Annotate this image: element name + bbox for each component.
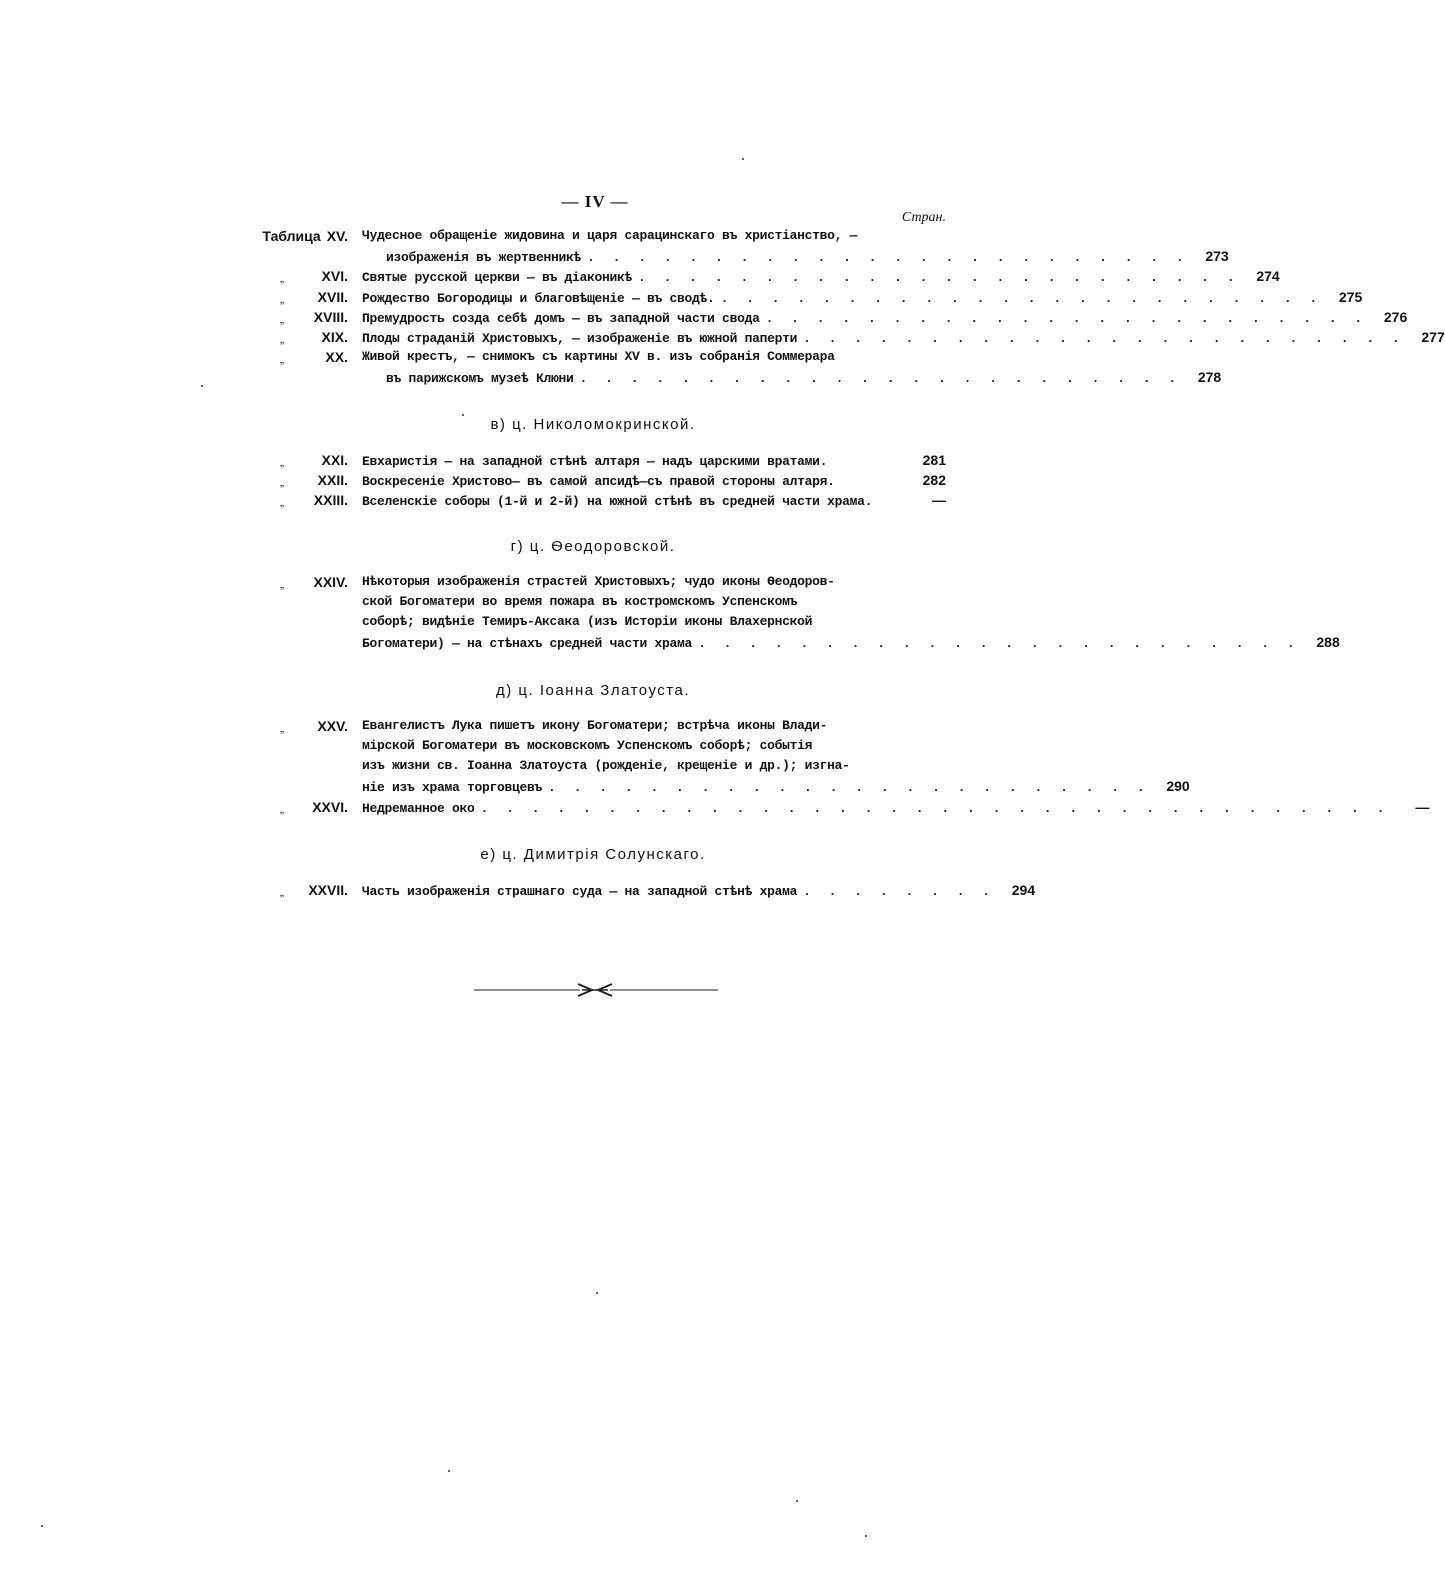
scan-speck (41, 1525, 43, 1527)
entry-text: соборѣ; видѣніе Темиръ-Аксака (изъ Исторіи иконы Влахернской (362, 614, 813, 629)
ditto-mark: „ (280, 885, 284, 899)
page-ref: 288 (1316, 634, 1340, 650)
page-ref: 290 (1166, 778, 1190, 794)
plate-label (240, 880, 348, 900)
entry-text: Евангелистъ Лука пишетъ икону Богоматери; встрѣча иконы Влади- (362, 718, 828, 733)
ditto-mark: „ (280, 721, 284, 735)
entry-text: изображенія въ жертвенникѣ (386, 250, 582, 265)
entry-text: въ парижскомъ музеѣ Клюни (386, 371, 574, 386)
entry-text: ской Богоматери во время пожара въ костромскомъ Успенскомъ (362, 594, 798, 609)
ditto-mark: „ (280, 577, 284, 591)
entry-text: Чудесное обращеніе жидовина и царя сарацинскаго въ христіанство, — (362, 228, 858, 243)
entry-text: Рождество Богородицы и благовѣщеніе — въ сводѣ. (362, 291, 715, 306)
plate-number: XVII. (317, 289, 348, 305)
entry-text: Живой крестъ, — снимокъ съ картины XV в. изъ собранія Соммерара (362, 349, 835, 364)
plate-number: XIX. (321, 329, 348, 345)
toc-entry (240, 572, 1340, 652)
leader-dots: . . . . . . . . . . . . . . . . . . . . . . . . (579, 371, 1182, 386)
plate-number: XXII. (317, 472, 348, 488)
scan-speck (462, 414, 464, 416)
plate-number: XX. (325, 349, 348, 365)
plate-number: XXIII. (313, 492, 348, 508)
leader-dots: . . . . . . . . . . . . . . . . . . . . . . . . . . . . . . . . . . . . (480, 801, 1390, 816)
ditto-mark: „ (280, 475, 284, 489)
section-heading: г) ц. Ѳеодоровской. (510, 538, 676, 555)
plate-label (240, 490, 348, 510)
plate-number: XV. (326, 228, 348, 244)
page-ref: 278 (1197, 369, 1222, 385)
ditto-mark: „ (280, 312, 284, 326)
ditto-mark: „ (280, 292, 284, 306)
page-ref: 274 (1256, 268, 1280, 284)
entry-text: Нѣкоторыя изображенія страстей Христовыхъ; чудо иконы Ѳеодоров- (362, 574, 835, 589)
scan-speck (796, 1500, 798, 1502)
ditto-mark: „ (280, 802, 284, 816)
toc-entry (240, 307, 1408, 327)
plate-number: XVIII. (313, 309, 348, 325)
leader-dots: . . . . . . . . . . . . . . . . . . . . . . . . (638, 270, 1240, 285)
page-ref: 281 (922, 452, 946, 468)
ditto-mark: „ (280, 455, 284, 469)
toc-entry (240, 490, 946, 510)
ornamental-divider (470, 980, 720, 1000)
entry-text: Евхаристія — на западной стѣнѣ алтаря — надъ царскими вратами. (362, 454, 828, 469)
toc-entry (240, 226, 1229, 266)
entry-text: Недреманное око (362, 801, 475, 816)
leader-dots: . . . . . . . . . . . . . . . . . . . . . . . . (720, 291, 1323, 306)
scan-speck (448, 1470, 450, 1472)
toc-entry (240, 450, 946, 470)
toc-entry (240, 470, 946, 490)
ditto-mark: „ (280, 352, 284, 366)
section-heading: е) ц. Димитрія Солунскаго. (480, 846, 706, 863)
scan-speck (201, 385, 203, 387)
plate-label (240, 307, 348, 327)
entry-text: Воскресеніе Христово— въ самой апсидѣ—съ правой стороны алтаря. (362, 474, 835, 489)
leader-dots: . . . . . . . . . . . . . . . . . . . . . . . . (587, 250, 1189, 265)
entry-text: Вселенскіе соборы (1-й и 2-й) на южной стѣнѣ въ средней части храма. (362, 494, 873, 509)
entry-text: ніе изъ храма торговцевъ (362, 780, 543, 795)
section-heading: д) ц. Іоанна Златоуста. (495, 682, 690, 699)
entry-text: мірской Богоматери въ московскомъ Успенскомъ соборѣ; событія (362, 738, 813, 753)
leader-dots: . . . . . . . . . . . . . . . . . . . . . . . . (548, 780, 1150, 795)
plate-label (240, 327, 348, 347)
entry-text: Часть изображенія страшнаго суда — на западной стѣнѣ храма (362, 884, 798, 899)
toc-entry (240, 287, 1363, 307)
plate-label (240, 287, 348, 307)
page-ref: — (932, 492, 946, 508)
page-number: — IV — (561, 192, 629, 211)
toc-entry (240, 880, 1036, 900)
ditto-mark: „ (280, 271, 284, 285)
plate-label (240, 572, 348, 592)
entry-text: Богоматери) — на стѣнахъ средней части храма (362, 636, 693, 651)
plate-number: XVI. (321, 268, 348, 284)
leader-dots: . . . . . . . . . . . . . . . . . . . . . . . . (698, 636, 1300, 651)
plate-label (240, 347, 348, 367)
plate-number: XXIV. (313, 574, 348, 590)
scan-speck (742, 158, 744, 160)
plate-label (240, 797, 348, 817)
page-ref: 273 (1205, 248, 1229, 264)
toc-entry (240, 797, 1430, 817)
ditto-mark: „ (280, 495, 284, 509)
page-column-header: Стран. (901, 210, 946, 225)
page-ref: 277 (1421, 329, 1445, 345)
scan-speck (865, 1535, 867, 1537)
plate-number: XXVI. (312, 799, 348, 815)
plate-label (240, 266, 348, 286)
table-word: Таблица (262, 228, 321, 244)
page-ref: 282 (922, 472, 946, 488)
page-ref: 294 (1011, 882, 1036, 898)
entry-text: Плоды страданій Христовыхъ, — изображеніе въ южной паперти (362, 331, 798, 346)
toc-entry (240, 266, 1280, 286)
plate-label (240, 450, 348, 470)
page-ref: — (1415, 799, 1430, 815)
leader-dots: . . . . . . . . . . . . . . . . . . . . . . . . (765, 311, 1368, 326)
entry-text: изъ жизни св. Іоанна Златоуста (рожденіе, крещеніе и др.); изгна- (362, 758, 850, 773)
entry-text: Премудрость созда себѣ домъ — въ западной части свода (362, 311, 760, 326)
leader-dots: . . . . . . . . (803, 884, 996, 899)
plate-label (240, 226, 348, 246)
toc-entry (240, 327, 1445, 347)
page-ref: 276 (1383, 309, 1408, 325)
ditto-mark: „ (280, 332, 284, 346)
section-heading: в) ц. Николомокринской. (490, 416, 696, 433)
plate-number: XXVII. (308, 882, 348, 898)
plate-label (240, 470, 348, 490)
page-ref: 275 (1338, 289, 1363, 305)
entry-text: Святые русской церкви — въ діаконикѣ (362, 270, 633, 285)
toc-entry (240, 347, 1222, 387)
plate-label (240, 716, 348, 736)
plate-number: XXI. (321, 452, 348, 468)
scan-speck (596, 1292, 598, 1294)
toc-entry (240, 716, 1190, 796)
plate-number: XXV. (317, 718, 348, 734)
leader-dots: . . . . . . . . . . . . . . . . . . . . . . . . (803, 331, 1405, 346)
